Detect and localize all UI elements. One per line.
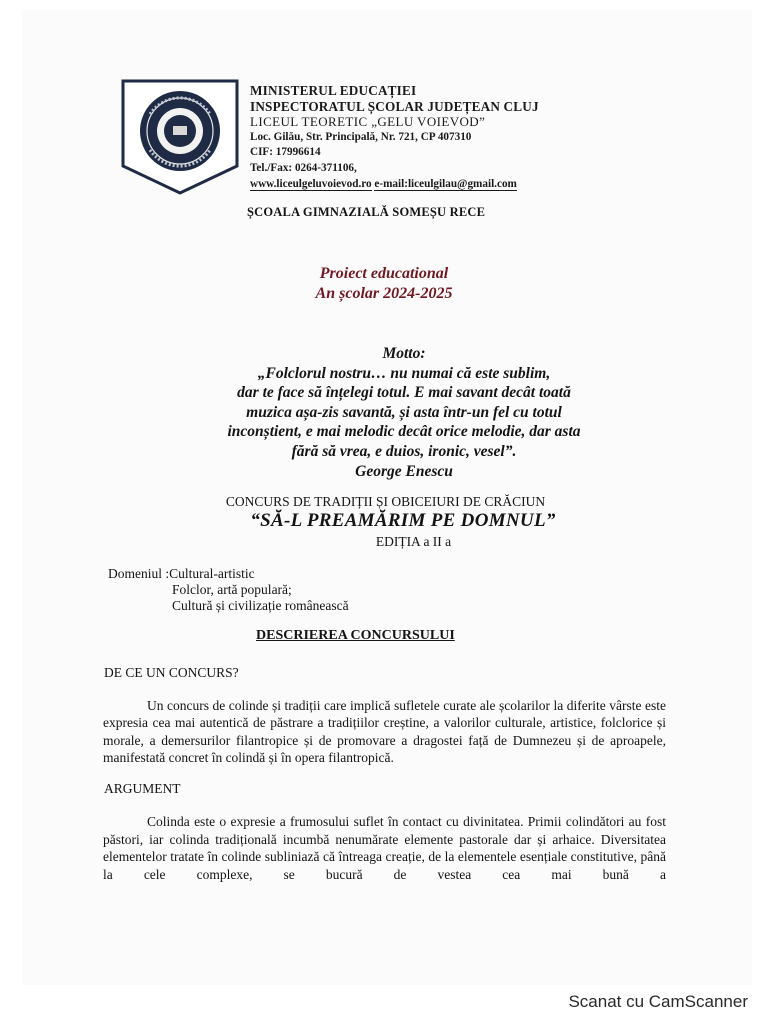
contest-type: CONCURS DE TRADIȚII ȘI OBICEIURI DE CRĂCIUN	[225, 494, 546, 509]
contest-title: “SĂ-L PREAMĂRIM PE DOMNUL”	[250, 510, 556, 531]
institution-header	[250, 83, 539, 192]
paragraph-text: Colinda este o expresie a frumosului suflet în contact cu divinitatea. Primii colindători au fost păstori, iar colinda tradițională incumbă nenumărate elemente pastorale dar și arhaice. Diversitatea elementelor tratate în colinde subliniază că întreaga creație, de la elementele esențiale constitutive, până la cele complexe, se bucură de vestea cea mai bună a	[103, 814, 666, 882]
school-cif: CIF: 17996614	[250, 146, 321, 159]
motto-author: George Enescu	[355, 462, 453, 480]
paragraph-why	[103, 697, 666, 767]
contest-edition: EDIȚIA a II a	[375, 534, 452, 549]
ministry-name: MINISTERUL EDUCAȚIEI	[250, 83, 417, 98]
domain-item: Folclor, artă populară;	[172, 582, 292, 597]
motto-line: muzica așa-zis savantă, și asta într-un fel cu totul	[246, 403, 562, 421]
school-logo-icon	[120, 78, 240, 196]
paragraph-argument	[103, 813, 666, 883]
project-title: Proiect educational	[319, 265, 449, 282]
school-name: LICEUL TEORETIC „GELU VOIEVOD”	[250, 114, 486, 130]
scanner-watermark: Scanat cu CamScanner	[568, 992, 748, 1011]
argument-heading: ARGUMENT	[104, 781, 181, 796]
why-heading: DE CE UN CONCURS?	[104, 665, 239, 680]
school-phone: Tel./Fax: 0264-371106,	[250, 161, 357, 174]
domain-block	[108, 566, 349, 614]
domain-item: Cultură și civilizație românească	[172, 598, 349, 613]
motto-line: „Folclorul nostru… nu numai că este sublim,	[257, 364, 551, 382]
description-heading: DESCRIEREA CONCURSULUI	[256, 628, 455, 643]
motto-line: dar te face să înțelegi totul. E mai savant decât toată	[237, 384, 571, 402]
school-year: An școlar 2024-2025	[315, 285, 453, 302]
motto-label: Motto:	[382, 345, 426, 362]
school-address: Loc. Gilău, Str. Principală, Nr. 721, CP 407310	[250, 130, 472, 143]
domain-label: Domeniul :Cultural-artistic	[108, 566, 255, 581]
motto-line: fără să vrea, e duios, ironic, vesel”.	[291, 442, 517, 460]
inspectorate-name: INSPECTORATUL ȘCOLAR JUDEȚEAN CLUJ	[250, 98, 539, 114]
secondary-school-name: ȘCOALA GIMNAZIALĂ SOMEȘU RECE	[247, 205, 486, 219]
motto-block	[0, 344, 768, 481]
paragraph-text: Un concurs de colinde și tradiții care implică sufletele curate ale școlarilor la diferite vârste este expresia cea mai autentică de păstrare a tradițiilor creștine, a valorilor culturale, artistice, folclorice și morale, a demersurilor filantropice și de promovare a dragostei față de Dumnezeu și de aproapele, manifestată concret în colindă și în opera filantropică.	[103, 698, 666, 766]
school-website-link[interactable]: www.liceulgeluvoievod.ro	[250, 177, 372, 190]
school-email[interactable]: e-mail:liceulgilau@gmail.com	[374, 177, 517, 190]
motto-line: inconștient, e mai melodic decât orice melodie, dar asta	[227, 423, 581, 441]
